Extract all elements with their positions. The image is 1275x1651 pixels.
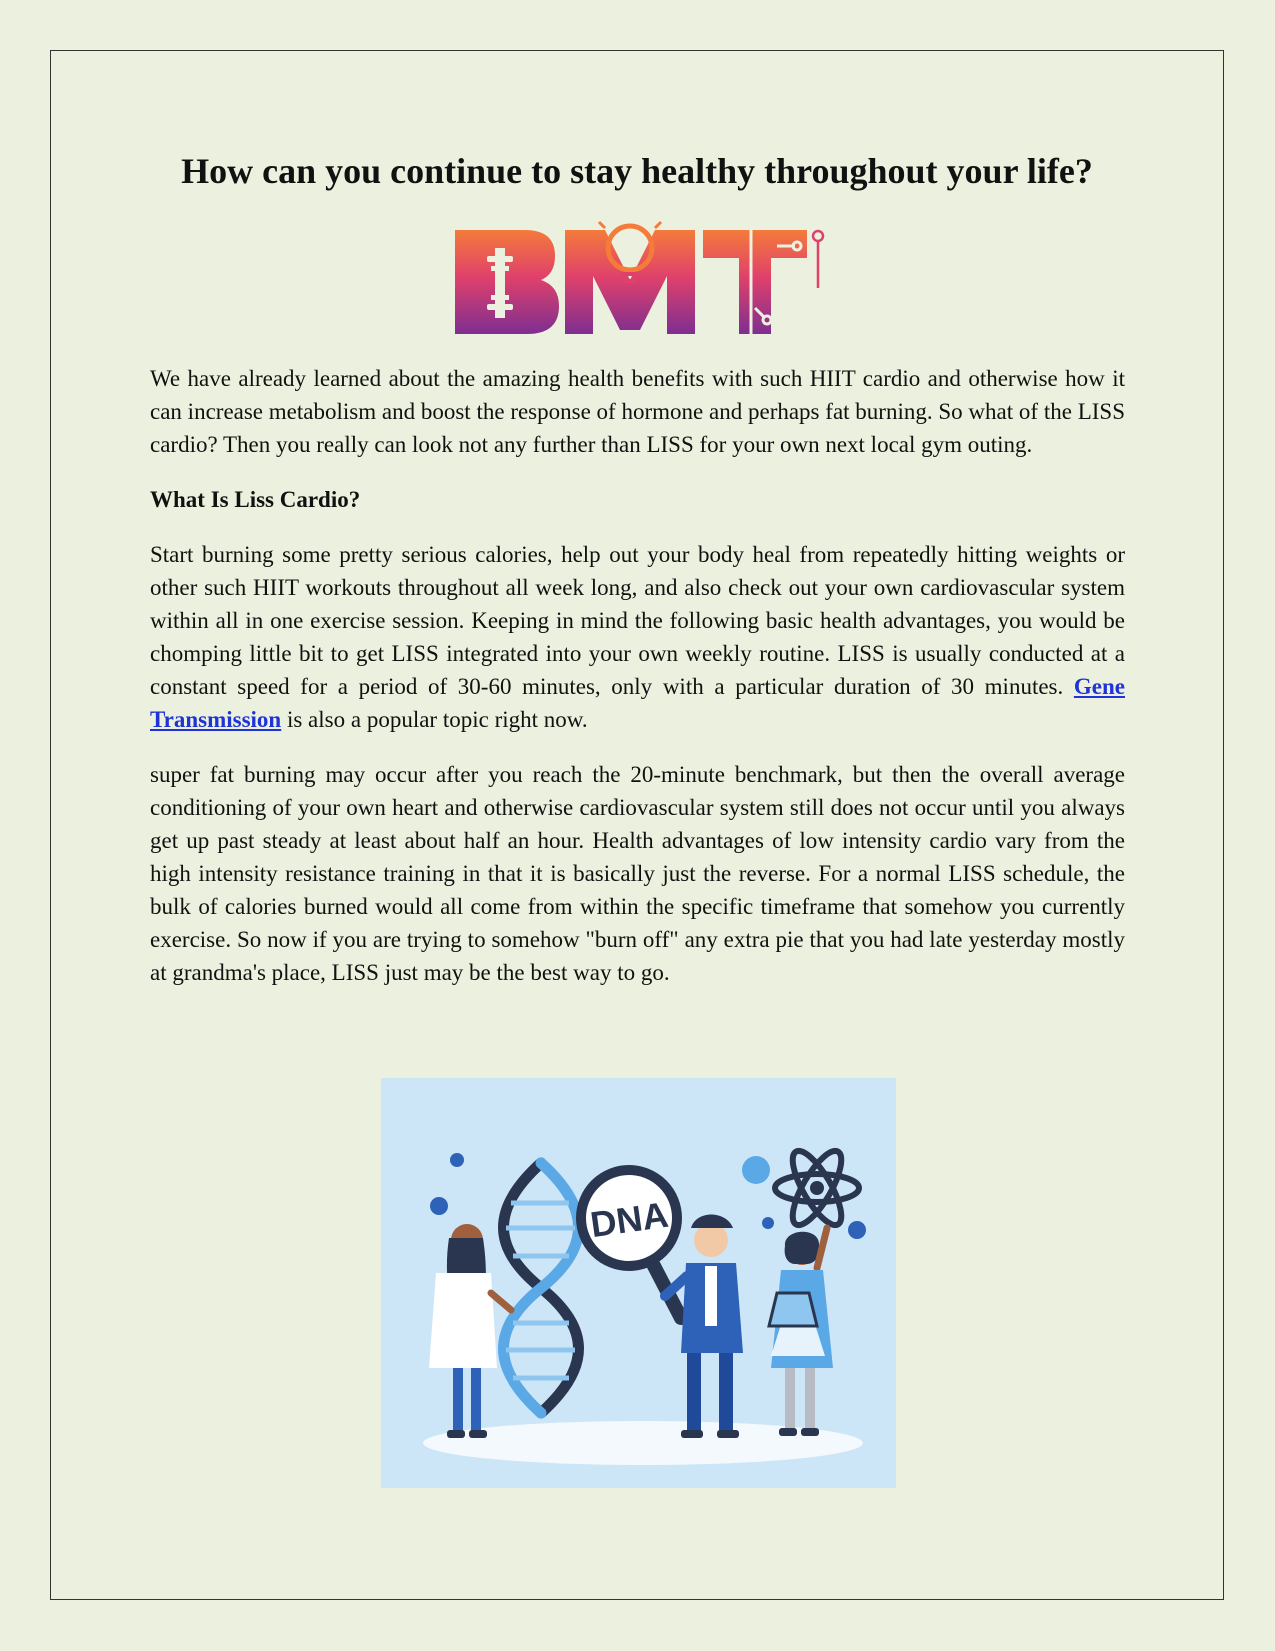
article-body (150, 362, 1125, 1011)
liss-paragraph (150, 538, 1125, 736)
liss-text-start: Start burning some pretty serious calories, help out your body heal from repeatedly hitting weights or other such HIIT workouts throughout all week long, and also check out your own cardiovascular system within all in one exercise session. Keeping in mind the following basic health advantages, you would be chomping little bit to get LISS integrated into your own weekly routine. LISS is usually conducted at a constant speed for a period of 30-60 minutes, only with a particular duration of 30 minutes. (150, 542, 1125, 699)
section-heading: What Is Liss Cardio? (150, 487, 361, 512)
dna-illustration (381, 1078, 896, 1488)
page-title: How can you continue to stay healthy throughout your life? (181, 151, 1093, 191)
gene-transmission-link[interactable]: Gene Transmission (150, 674, 1125, 732)
liss-text-end: is also a popular topic right now. (281, 707, 588, 732)
bmt-logo (455, 218, 825, 343)
intro-paragraph: We have already learned about the amazing health benefits with such HIIT cardio and otherwise how it can increase metabolism and boost the response of hormone and perhaps fat burning. So what of the LISS cardio? Then you really can look not any further than LISS for your own next local gym outing. (150, 366, 1125, 457)
dna-label: DNA (587, 1193, 671, 1246)
fat-burning-paragraph: super fat burning may occur after you reach the 20-minute benchmark, but then the overall average conditioning of your own heart and otherwise cardiovascular system still does not occur until you always get up past steady at least about half an hour. Health advantages of low intensity cardio vary from the high intensity resistance training in that it is basically just the reverse. For a normal LISS schedule, the bulk of calories burned would all come from within the specific timeframe that somehow you currently exercise. So now if you are trying to somehow "burn off" any extra pie that you had late yesterday mostly at grandma's place, LISS just may be the best way to go. (150, 762, 1125, 985)
